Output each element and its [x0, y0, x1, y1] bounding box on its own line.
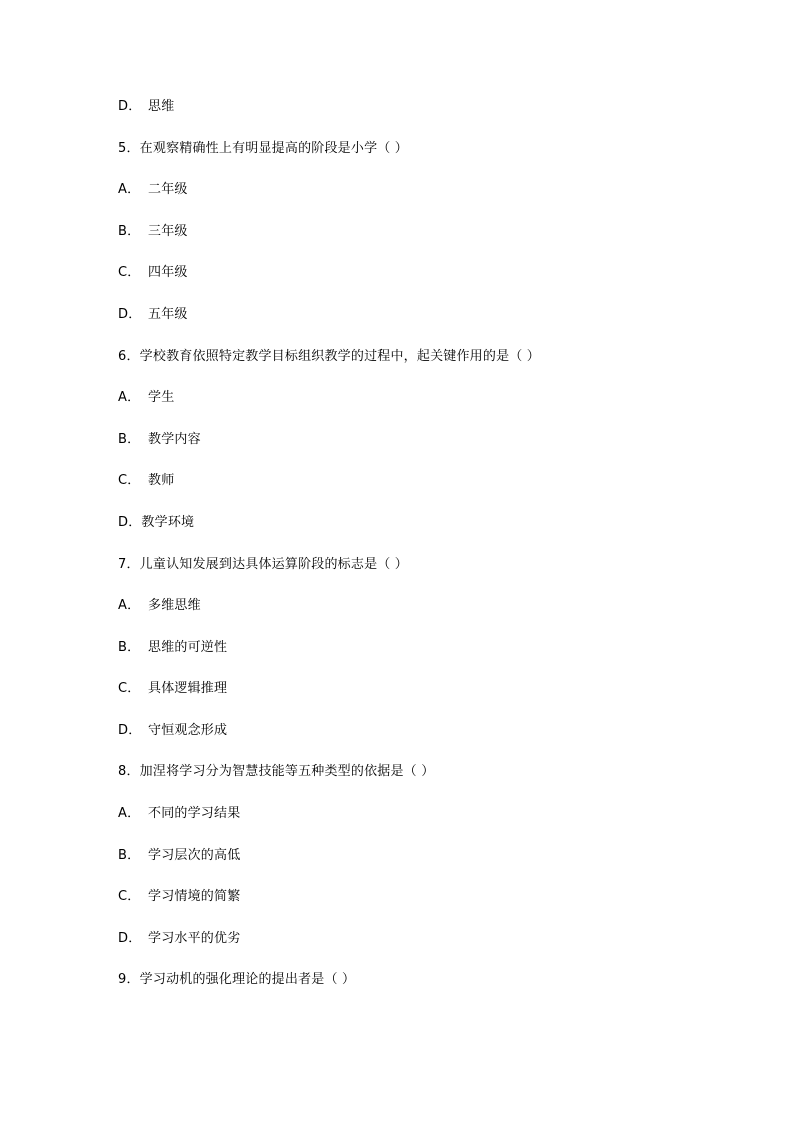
option-marker: B．: [118, 640, 141, 655]
option-marker: A．: [118, 182, 141, 197]
option-marker: B．: [118, 224, 141, 239]
option-marker: C．: [118, 265, 141, 280]
option-marker: B．: [118, 848, 141, 863]
option-a-q7: [118, 598, 201, 614]
option-marker: D．: [118, 515, 142, 530]
option-marker: A．: [118, 598, 141, 613]
question-text: 学习动机的强化理论的提出者是（ ）: [139, 972, 356, 987]
option-text: 学习水平的优劣: [148, 931, 241, 946]
option-b-q8: [118, 848, 240, 864]
option-marker: D．: [118, 307, 142, 322]
option-b-q5: [118, 224, 188, 240]
question-number: 5．: [118, 141, 140, 156]
question-number: 9．: [118, 972, 140, 987]
option-marker: B．: [118, 432, 141, 447]
option-c-q5: [118, 265, 188, 281]
question-8: [118, 764, 434, 780]
option-text: 思维: [148, 99, 175, 114]
option-d-q7: [118, 723, 227, 739]
option-b-q6: [118, 432, 201, 448]
option-b-q7: [118, 640, 227, 656]
option-c-q8: [118, 889, 240, 905]
option-c-q6: [118, 473, 174, 489]
question-7: [118, 557, 408, 573]
option-d-q5: [118, 307, 188, 323]
option-d-q8: [118, 931, 240, 947]
option-d-q4: [118, 99, 174, 115]
question-6: [118, 349, 540, 365]
option-marker: C．: [118, 889, 141, 904]
option-marker: A．: [118, 390, 141, 405]
option-text: 教师: [148, 473, 175, 488]
option-marker: C．: [118, 681, 141, 696]
option-text: 四年级: [148, 265, 188, 280]
option-text: 学习层次的高低: [148, 848, 241, 863]
option-marker: D．: [118, 931, 142, 946]
option-text: 五年级: [148, 307, 188, 322]
option-text: 学习情境的简繁: [148, 889, 241, 904]
question-text: 加涅将学习分为智慧技能等五种类型的依据是（ ）: [139, 764, 435, 779]
option-marker: D．: [118, 723, 142, 738]
option-text: 二年级: [148, 182, 188, 197]
option-text: 三年级: [148, 224, 188, 239]
option-d-q6: [118, 515, 194, 531]
option-text: 不同的学习结果: [148, 806, 241, 821]
question-text: 儿童认知发展到达具体运算阶段的标志是（ ）: [139, 557, 409, 572]
question-text: 学校教育依照特定教学目标组织教学的过程中，起关键作用的是（ ）: [139, 349, 541, 364]
option-marker: A．: [118, 806, 141, 821]
question-5: [118, 141, 408, 157]
question-number: 8．: [118, 764, 140, 779]
option-text: 教学环境: [141, 515, 195, 530]
option-a-q6: [118, 390, 174, 406]
option-a-q5: [118, 182, 188, 198]
option-marker: C．: [118, 473, 141, 488]
question-number: 6．: [118, 349, 140, 364]
option-marker: D．: [118, 99, 142, 114]
question-text: 在观察精确性上有明显提高的阶段是小学（ ）: [139, 141, 409, 156]
option-text: 教学内容: [148, 432, 201, 447]
option-a-q8: [118, 806, 240, 822]
option-c-q7: [118, 681, 227, 697]
option-text: 思维的可逆性: [148, 640, 228, 655]
question-number: 7．: [118, 557, 140, 572]
question-9: [118, 972, 355, 988]
option-text: 学生: [148, 390, 175, 405]
option-text: 多维思维: [148, 598, 201, 613]
option-text: 守恒观念形成: [148, 723, 228, 738]
option-text: 具体逻辑推理: [148, 681, 228, 696]
